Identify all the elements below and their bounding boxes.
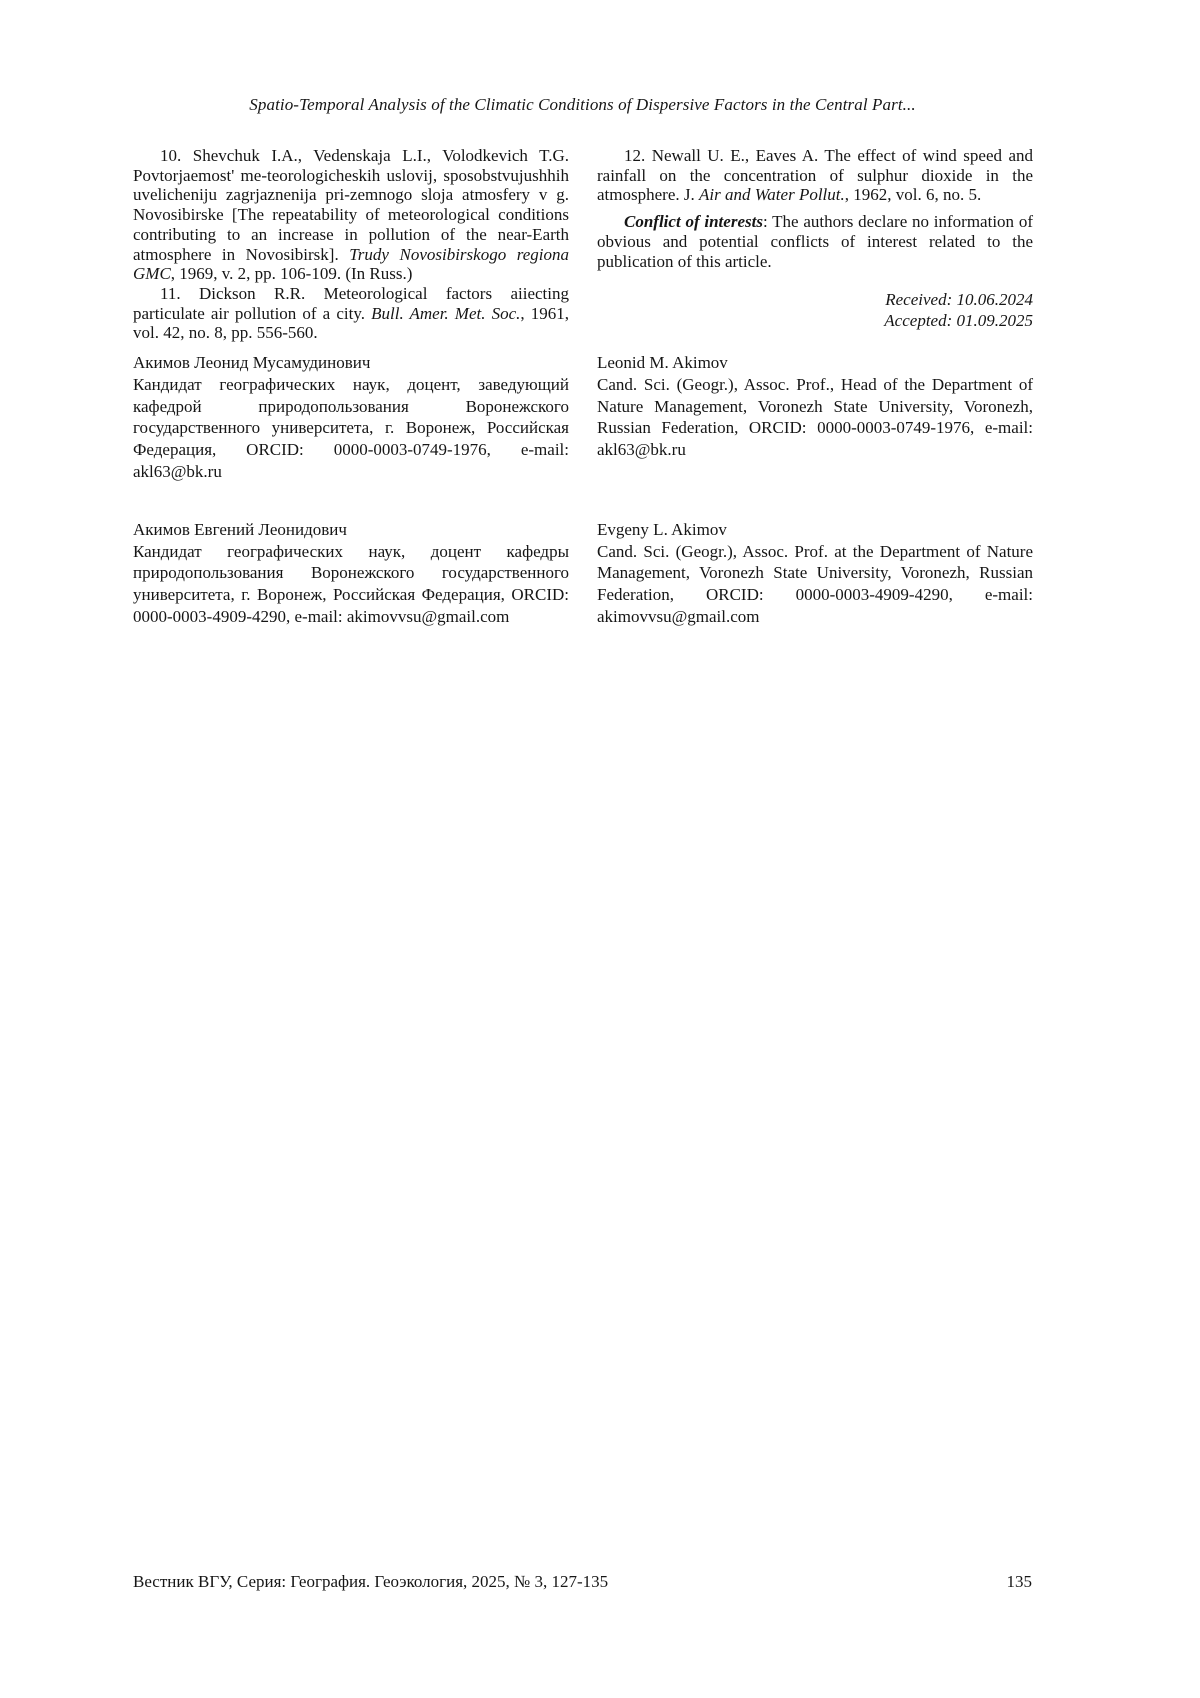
author-bio: Cand. Sci. (Geogr.), Assoc. Prof., Head of the Department of Nature Management, Voronezh State University, Voronezh, Russian Federation, ORCID: 0000-0003-0749-1976, e-mail: akl63@bk.ru bbox=[597, 374, 1033, 460]
author-name: Акимов Евгений Леонидович bbox=[133, 519, 347, 539]
page-number: 135 bbox=[1006, 1572, 1032, 1591]
reference-text: , 1962, vol. 6, no. 5. bbox=[844, 185, 982, 205]
author-name: Акимов Леонид Мусамудинович bbox=[133, 353, 371, 372]
author-bio: Кандидат географических наук, доцент кафедры природопользования Воронежского государственного университета, г. Воронеж, Российская Федерация, ORCID: 0000-0003-4909-4290, e-mail: akimovvsu@gmail.com bbox=[133, 541, 569, 626]
reference-item-11 bbox=[133, 284, 569, 343]
references-right-column bbox=[597, 146, 1033, 343]
author-bio: Cand. Sci. (Geogr.), Assoc. Prof. at the Department of Nature Management, Voronezh State University, Voronezh, Russian Federation, ORCID: 0000-0003-4909-4290, e-mail: akimovvsu@gmail.com bbox=[597, 541, 1033, 626]
reference-source-title: Bull. Amer. Met. Soc. bbox=[371, 303, 521, 323]
author-block-en-1 bbox=[597, 352, 1033, 483]
conflict-of-interests-paragraph bbox=[597, 212, 1033, 271]
author-bio: Кандидат географических наук, доцент, заведующий кафедрой природопользования Воронежского государственного университета, г. Воронеж, Российская Федерация, ORCID: 0000-0003-0749-1976, e-mail: akl63@bk.ru bbox=[133, 374, 569, 481]
reference-text: , 1961, vol. 42, no. 8, pp. 556-560. bbox=[133, 303, 570, 343]
journal-citation: Вестник ВГУ, Серия: География. Геоэкология, 2025, № 3, 127-135 bbox=[133, 1572, 609, 1591]
reference-item-12 bbox=[597, 146, 1033, 205]
running-head-title: Spatio-Temporal Analysis of the Climatic Conditions of Dispersive Factors in the Central Part... bbox=[249, 95, 916, 114]
author-block-ru-1 bbox=[133, 352, 569, 483]
author-block-en-2 bbox=[597, 519, 1033, 628]
reference-text: , 1969, v. 2, pp. 106-109. (In Russ.) bbox=[170, 264, 413, 284]
author-name: Evgeny L. Akimov bbox=[597, 519, 727, 539]
author-block-ru-2 bbox=[133, 519, 569, 628]
references-left-column bbox=[133, 146, 569, 343]
author-name: Leonid M. Akimov bbox=[597, 353, 728, 372]
accepted-date: Accepted: 01.09.2025 bbox=[884, 311, 1033, 331]
reference-text: 10. Shevchuk I.A., Vedenskaja L.I., Volodkevich T.G. Povtorjaemost' me-teorologicheskih uslovij, sposobstvujushhih uvelicheniju zagrjaznenija pri-zemnogo sloja atmosfery v g. Novosibirske [The repeatability of meteorological conditions contributing to an increase in pollution of the near-Earth atmosphere in Novosibirsk]. bbox=[133, 146, 569, 264]
page-footer bbox=[133, 1572, 1032, 1592]
reference-item-10 bbox=[133, 146, 569, 284]
received-date: Received: 10.06.2024 bbox=[885, 290, 1033, 310]
reference-text: 11. Dickson R.R. Meteorological factors aiiecting particulate air pollution of a city. bbox=[133, 283, 569, 323]
conflict-of-interests-label: Conflict of interests bbox=[624, 212, 763, 232]
reference-text: 12. Newall U. E., Eaves A. The effect of wind speed and rainfall on the concentration of sulphur dioxide in the atmosphere. J. bbox=[597, 146, 1033, 205]
conflict-of-interests-text: : The authors declare no information of obvious and potential conflicts of interest related to the publication of this article. bbox=[597, 212, 1033, 271]
reference-source-title: Air and Water Pollut. bbox=[698, 185, 845, 205]
references-section bbox=[133, 146, 1033, 343]
reference-source-title: Trudy Novosibirskogo regiona GMC bbox=[133, 244, 569, 284]
authors-section bbox=[133, 352, 1033, 628]
dates-block bbox=[597, 289, 1033, 331]
